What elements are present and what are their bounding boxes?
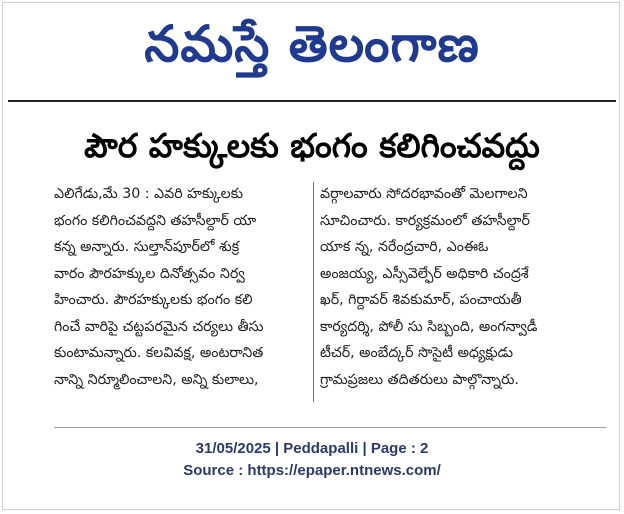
newspaper-masthead: నమస్తే తెలంగాణ [144,14,480,73]
article-line: వర్గాలవారు సోదరభావంతో మెలగాలని [320,186,528,202]
article-headline: పౌర హక్కులకు భంగం కలిగించవద్దు [84,126,540,165]
article-line: యాక న్న, నరేంద్రచారి, ఎంఈఓ [320,239,489,255]
column-divider [313,182,314,402]
article-line: టీచర్, అంబేద్కర్ సొసైటీ అధ్యక్షుడు [320,345,514,361]
article-line: కుంటామన్నారు. కలవివక్ష, అంటరానిత [54,345,264,361]
article-line: భంగం కలిగించవద్దని తహసీల్దార్ యా [54,212,257,229]
article-line: అంజయ్య, ఎస్సీవెల్ఫేర్ అధికారి చంద్రశే [320,265,529,282]
article-line: కన్న అన్నారు. సుల్తాన్‌పూర్‌లో శుక్ర [54,239,240,255]
article-line: గించే వారిపై చట్టపరమైన చర్యలు తీసు [54,318,264,335]
article-line: గ్రామప్రజలు తదితరులు పాల్గొన్నారు. [320,371,519,388]
article-column-left [54,181,310,393]
article-bottom-rule [54,427,606,428]
edition-info: 31/05/2025 | Peddapalli | Page : 2 [195,440,429,457]
article-line: వారం పౌరహక్కుల దినోత్సవం నిర్వ [54,265,245,282]
article-column-right [320,181,596,393]
article-line: ఖర్, గిర్దావర్ శివకుమార్, పంచాయతీ [320,292,522,308]
article-line: కార్యదర్శి, పోలీ సు సిబ్బంది, అంగన్వాడీ [320,318,538,335]
article-line: ఎలిగేడు,మే 30 : ఎవరి హక్కులకు [54,186,244,202]
masthead-rule [8,100,616,102]
article-line: సూచించారు. కార్యక్రమంలో తహసీల్దార్ [320,212,530,229]
article-line: నాన్ని నిర్మూలించాలని, అన్ని కులాలు, [54,371,259,388]
source-link[interactable]: Source : https://epaper.ntnews.com/ [183,462,441,479]
article-line: హించారు. పౌరహక్కులకు భంగం కలి [54,292,253,308]
